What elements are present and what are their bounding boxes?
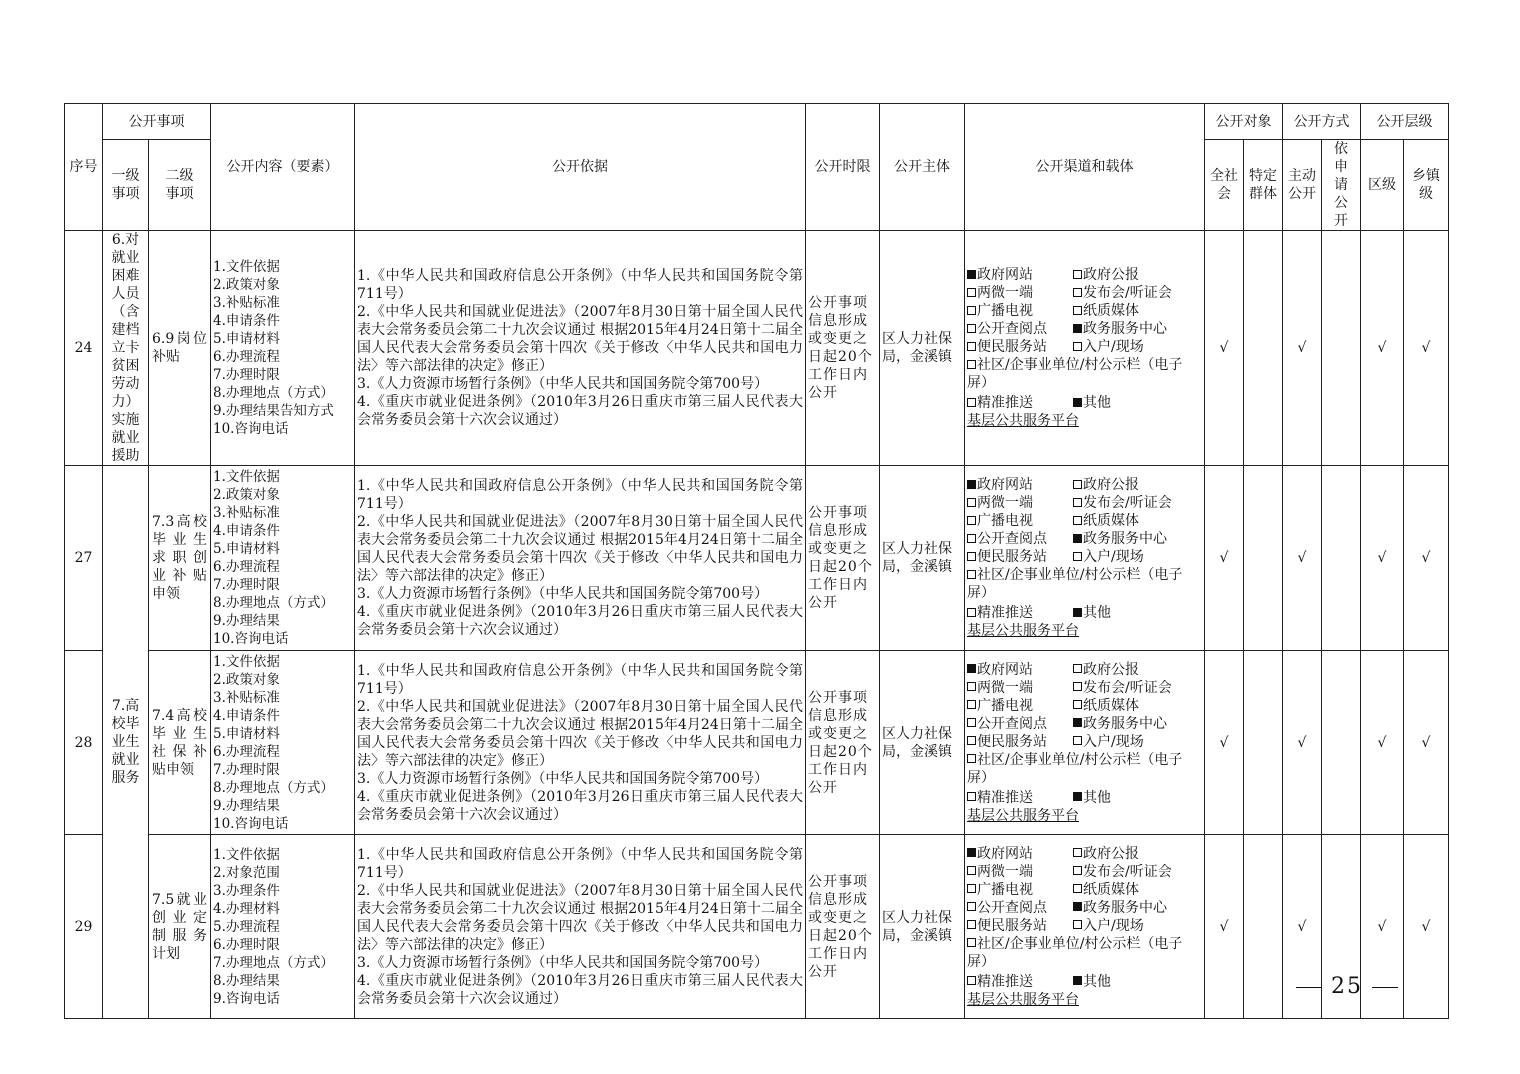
channel-other: 其他: [1073, 604, 1111, 622]
check-target-group: [1244, 835, 1283, 1019]
header-seq: 序号: [65, 104, 103, 231]
checkbox-icon: [967, 398, 976, 407]
checkbox-icon: [1073, 700, 1082, 709]
row-basis: [355, 651, 806, 835]
check-level-district: √: [1361, 651, 1404, 835]
list-item: 9.咨询电话: [213, 990, 280, 1007]
list-item: 7.办理地点（方式）: [213, 954, 334, 971]
channel-gov-site: 政府网站: [967, 661, 1073, 679]
channel-push: 精准推送: [967, 604, 1073, 622]
check-level-town: √: [1404, 466, 1449, 651]
channel-service-station: 便民服务站: [967, 338, 1073, 356]
check-method-apply: [1322, 231, 1361, 466]
channel-other-detail: 基层公共服务平台: [967, 623, 1079, 639]
row-basis: [355, 835, 806, 1019]
channel-gov-gazette: 政府公报: [1073, 845, 1177, 863]
list-item: 6.办理流程: [213, 559, 280, 575]
page-dash-right: [1372, 987, 1398, 988]
list-item: 9.办理结果: [213, 613, 280, 629]
checkbox-icon: [1073, 866, 1082, 875]
row-subject: 区人力社保局，金溪镇: [880, 651, 965, 835]
checkbox-icon: [1073, 288, 1082, 297]
check-level-district: √: [1361, 835, 1404, 1019]
channel-two-wei: 两微一端: [967, 863, 1073, 881]
row-subject: 区人力社保局，金溪镇: [880, 231, 965, 466]
channel-paper: 纸质媒体: [1073, 512, 1177, 530]
channel-query-point: 公开查阅点: [967, 530, 1073, 548]
channel-service-center: 政务服务中心: [1073, 530, 1177, 548]
checkbox-icon: [967, 938, 976, 947]
row-seq: 28: [65, 651, 103, 835]
channel-tv: 广播电视: [967, 512, 1073, 530]
channel-community: 社区/企事业单位/村公示栏（电子屏）: [967, 357, 1183, 391]
row-items: [211, 466, 355, 651]
header-level: 公开层级: [1361, 104, 1449, 140]
basis-item: 4.《重庆市就业促进条例》（2010年3月26日重庆市第三届人民代表大会常务委员会第十六次会议通过）: [357, 604, 803, 638]
channel-door: 入户/现场: [1073, 548, 1177, 566]
checkbox-icon: [967, 902, 976, 911]
checkbox-icon: [967, 534, 976, 543]
header-level1: 一级事项: [103, 140, 149, 231]
checkbox-icon: [1073, 480, 1082, 489]
checkbox-icon: [1073, 736, 1082, 745]
row-channels: [965, 651, 1205, 835]
check-method-active: √: [1283, 231, 1322, 466]
check-target-all: √: [1205, 231, 1244, 466]
header-target-all: 全社会: [1205, 140, 1244, 231]
check-target-all: √: [1205, 835, 1244, 1019]
header-method: 公开方式: [1283, 104, 1361, 140]
header-subject: 公开主体: [880, 104, 965, 231]
header-level2: 二级事项: [149, 140, 211, 231]
header-basis: 公开依据: [355, 104, 806, 231]
checkbox-icon: [967, 736, 976, 745]
checkbox-icon: [1073, 498, 1082, 507]
checkbox-icon: [1073, 718, 1082, 727]
list-item: 10.咨询电话: [213, 631, 289, 647]
row-time-limit: 公开事项信息形成或变更之日起20个工作日内公开: [806, 231, 880, 466]
list-item: 9.办理结果告知方式: [213, 403, 334, 419]
checkbox-icon: [1073, 682, 1082, 691]
checkbox-icon: [1073, 848, 1082, 857]
channel-tv: 广播电视: [967, 302, 1073, 320]
checkbox-icon: [967, 324, 976, 333]
checkbox-icon: [967, 792, 976, 801]
channel-press: 发布会/听证会: [1073, 494, 1177, 512]
checkbox-icon: [967, 884, 976, 893]
checkbox-icon: [1073, 516, 1082, 525]
channel-community: 社区/企事业单位/村公示栏（电子屏）: [967, 935, 1183, 970]
checkbox-icon: [1073, 792, 1082, 801]
channel-tv: 广播电视: [967, 697, 1073, 715]
channel-push: 精准推送: [967, 394, 1073, 412]
checkbox-icon: [967, 288, 976, 297]
check-method-apply: [1322, 651, 1361, 835]
checkbox-icon: [967, 360, 976, 369]
checkbox-icon: [967, 498, 976, 507]
basis-item: 2.《中华人民共和国就业促进法》（2007年8月30日第十届全国人民代表大会常务委员会第二十九次会议通过 根据2015年4月24日第十二届全国人民代表大会常务委员会第十四次《关于修改〈中华人民共和国电力法〉等六部法律的决定》修正）: [357, 882, 803, 953]
row-seq: 27: [65, 466, 103, 651]
check-target-all: √: [1205, 651, 1244, 835]
check-target-group: [1244, 231, 1283, 466]
basis-item: 4.《重庆市就业促进条例》（2010年3月26日重庆市第三届人民代表大会常务委员会第十六次会议通过）: [357, 972, 803, 1007]
checkbox-icon: [1073, 608, 1082, 617]
channel-gov-site: 政府网站: [967, 845, 1073, 863]
check-target-all: √: [1205, 466, 1244, 651]
channel-query-point: 公开查阅点: [967, 320, 1073, 338]
check-method-active: √: [1283, 835, 1322, 1019]
checkbox-icon: [967, 920, 976, 929]
page-number: [1296, 974, 1398, 999]
checkbox-icon: [967, 976, 976, 985]
channel-push: 精准推送: [967, 789, 1073, 807]
list-item: 6.办理流程: [213, 349, 280, 365]
channel-two-wei: 两微一端: [967, 679, 1073, 697]
header-target-group: 特定群体: [1244, 140, 1283, 231]
channel-community: 社区/企事业单位/村公示栏（电子屏）: [967, 751, 1183, 786]
list-item: 2.政策对象: [213, 671, 280, 688]
header-method-active: 主动公开: [1283, 140, 1322, 231]
channel-query-point: 公开查阅点: [967, 899, 1073, 917]
header-level-district: 区级: [1361, 140, 1404, 231]
basis-item: 4.《重庆市就业促进条例》（2010年3月26日重庆市第三届人民代表大会常务委员会第十六次会议通过）: [357, 788, 803, 823]
channel-tv: 广播电视: [967, 881, 1073, 899]
basis-item: 2.《中华人民共和国就业促进法》（2007年8月30日第十届全国人民代表大会常务委员会第二十九次会议通过 根据2015年4月24日第十二届全国人民代表大会常务委员会第十四次《关于修改〈中华人民共和国电力法〉等六部法律的决定》修正）: [357, 698, 803, 769]
row-subject: 区人力社保局，金溪镇: [880, 835, 965, 1019]
row-channels: [965, 466, 1205, 651]
checkbox-icon: [1073, 664, 1082, 673]
checkbox-icon: [1073, 270, 1082, 279]
list-item: 10.咨询电话: [213, 421, 289, 437]
list-item: 2.政策对象: [213, 487, 280, 503]
basis-item: 3.《人力资源市场暂行条例》（中华人民共和国国务院令第700号）: [357, 770, 769, 787]
checkbox-icon: [1073, 902, 1082, 911]
list-item: 6.办理时限: [213, 936, 280, 953]
checkbox-icon: [967, 664, 976, 673]
checkbox-icon: [1073, 306, 1082, 315]
channel-press: 发布会/听证会: [1073, 284, 1177, 302]
row-seq: 29: [65, 835, 103, 1019]
list-item: 10.咨询电话: [213, 815, 289, 832]
row-level2: 6.9岗位补贴: [149, 231, 211, 466]
row-level2: 7.3高校毕业生求职创业补贴申领: [149, 466, 211, 651]
row-channels: [965, 231, 1205, 466]
channel-other-detail: 基层公共服务平台: [967, 413, 1079, 429]
row-basis: [355, 231, 806, 466]
check-level-town: √: [1404, 651, 1449, 835]
checkbox-icon: [967, 754, 976, 763]
channel-other-detail: 基层公共服务平台: [967, 807, 1079, 824]
checkbox-icon: [1073, 884, 1082, 893]
channel-service-station: 便民服务站: [967, 733, 1073, 751]
list-item: 8.办理结果: [213, 972, 280, 989]
list-item: 4.申请条件: [213, 523, 280, 539]
header-time-limit: 公开时限: [806, 104, 880, 231]
basis-item: 3.《人力资源市场暂行条例》（中华人民共和国国务院令第700号）: [357, 376, 769, 392]
checkbox-icon: [1073, 342, 1082, 351]
channel-door: 入户/现场: [1073, 338, 1177, 356]
checkbox-icon: [1073, 398, 1082, 407]
channel-two-wei: 两微一端: [967, 284, 1073, 302]
channel-push: 精准推送: [967, 973, 1073, 991]
row-seq: 24: [65, 231, 103, 466]
header-channel: 公开渠道和载体: [965, 104, 1205, 231]
row-level1: 6.对就业困难人员（含建档立卡贫困劳动力）实施就业援助: [103, 231, 149, 466]
list-item: 7.办理时限: [213, 367, 280, 383]
checkbox-icon: [967, 608, 976, 617]
channel-door: 入户/现场: [1073, 917, 1177, 935]
table-row: [65, 835, 1449, 1019]
channel-paper: 纸质媒体: [1073, 881, 1177, 899]
list-item: 8.办理地点（方式）: [213, 595, 334, 611]
table-row: [65, 231, 1449, 466]
checkbox-icon: [1073, 976, 1082, 985]
disclosure-table: [64, 103, 1449, 1019]
checkbox-icon: [967, 342, 976, 351]
list-item: 5.申请材料: [213, 331, 280, 347]
basis-item: 2.《中华人民共和国就业促进法》（2007年8月30日第十届全国人民代表大会常务委员会第二十九次会议通过 根据2015年4月24日第十二届全国人民代表大会常务委员会第十四次《关于修改〈中华人民共和国电力法〉等六部法律的决定》修正）: [357, 514, 803, 584]
row-items: [211, 835, 355, 1019]
check-level-town: √: [1404, 231, 1449, 466]
basis-item: 1.《中华人民共和国政府信息公开条例》（中华人民共和国国务院令第711号）: [357, 662, 803, 697]
checkbox-icon: [967, 570, 976, 579]
list-item: 1.文件依据: [213, 846, 280, 863]
row-level2: 7.5就业创业定制服务计划: [149, 835, 211, 1019]
row-basis: [355, 466, 806, 651]
list-item: 2.对象范围: [213, 864, 280, 881]
header-target: 公开对象: [1205, 104, 1283, 140]
table-row: [65, 466, 1449, 651]
checkbox-icon: [967, 866, 976, 875]
list-item: 1.文件依据: [213, 653, 280, 670]
list-item: 3.补贴标准: [213, 295, 280, 311]
list-item: 8.办理地点（方式）: [213, 779, 334, 796]
channel-service-station: 便民服务站: [967, 548, 1073, 566]
list-item: 2.政策对象: [213, 277, 280, 293]
channel-press: 发布会/听证会: [1073, 863, 1177, 881]
list-item: 3.补贴标准: [213, 689, 280, 706]
channel-service-center: 政务服务中心: [1073, 320, 1177, 338]
channel-press: 发布会/听证会: [1073, 679, 1177, 697]
checkbox-icon: [967, 480, 976, 489]
channel-door: 入户/现场: [1073, 733, 1177, 751]
row-level1: 7.高校毕业生就业服务: [103, 466, 149, 1019]
channel-other: 其他: [1073, 789, 1111, 807]
row-level2: 7.4高校毕业生社保补贴申领: [149, 651, 211, 835]
basis-item: 4.《重庆市就业促进条例》（2010年3月26日重庆市第三届人民代表大会常务委员会第十六次会议通过）: [357, 394, 803, 428]
basis-item: 1.《中华人民共和国政府信息公开条例》（中华人民共和国国务院令第711号）: [357, 268, 803, 302]
checkbox-icon: [967, 516, 976, 525]
list-item: 7.办理时限: [213, 577, 280, 593]
header-matter: 公开事项: [103, 104, 211, 140]
check-target-group: [1244, 651, 1283, 835]
list-item: 9.办理结果: [213, 797, 280, 814]
list-item: 3.办理条件: [213, 882, 280, 899]
row-items: [211, 651, 355, 835]
checkbox-icon: [967, 700, 976, 709]
page-dash-left: [1296, 987, 1322, 988]
header-level-town: 乡镇级: [1404, 140, 1449, 231]
channel-gov-gazette: 政府公报: [1073, 661, 1177, 679]
list-item: 4.办理材料: [213, 900, 280, 917]
list-item: 6.办理流程: [213, 743, 280, 760]
checkbox-icon: [967, 552, 976, 561]
check-level-district: √: [1361, 466, 1404, 651]
channel-service-center: 政务服务中心: [1073, 715, 1177, 733]
checkbox-icon: [967, 270, 976, 279]
checkbox-icon: [1073, 534, 1082, 543]
check-method-apply: [1322, 466, 1361, 651]
channel-gov-gazette: 政府公报: [1073, 266, 1177, 284]
checkbox-icon: [1073, 920, 1082, 929]
check-level-town: √: [1404, 835, 1449, 1019]
row-time-limit: 公开事项信息形成或变更之日起20个工作日内公开: [806, 651, 880, 835]
list-item: 5.办理流程: [213, 918, 280, 935]
channel-other: 其他: [1073, 394, 1111, 412]
row-items: [211, 231, 355, 466]
checkbox-icon: [1073, 324, 1082, 333]
channel-paper: 纸质媒体: [1073, 302, 1177, 320]
channel-community: 社区/企事业单位/村公示栏（电子屏）: [967, 567, 1183, 601]
check-method-active: √: [1283, 466, 1322, 651]
checkbox-icon: [967, 306, 976, 315]
checkbox-icon: [967, 682, 976, 691]
basis-item: 1.《中华人民共和国政府信息公开条例》（中华人民共和国国务院令第711号）: [357, 846, 803, 881]
basis-item: 2.《中华人民共和国就业促进法》（2007年8月30日第十届全国人民代表大会常务委员会第二十九次会议通过 根据2015年4月24日第十二届全国人民代表大会常务委员会第十四次《关于修改〈中华人民共和国电力法〉等六部法律的决定》修正）: [357, 304, 803, 374]
checkbox-icon: [1073, 552, 1082, 561]
header-method-apply: 依申请公开: [1322, 140, 1361, 231]
channel-gov-site: 政府网站: [967, 266, 1073, 284]
check-target-group: [1244, 466, 1283, 651]
list-item: 1.文件依据: [213, 469, 280, 485]
list-item: 3.补贴标准: [213, 505, 280, 521]
basis-item: 3.《人力资源市场暂行条例》（中华人民共和国国务院令第700号）: [357, 586, 769, 602]
list-item: 7.办理时限: [213, 761, 280, 778]
channel-paper: 纸质媒体: [1073, 697, 1177, 715]
row-subject: 区人力社保局，金溪镇: [880, 466, 965, 651]
row-time-limit: 公开事项信息形成或变更之日起20个工作日内公开: [806, 835, 880, 1019]
row-time-limit: 公开事项信息形成或变更之日起20个工作日内公开: [806, 466, 880, 651]
channel-gov-gazette: 政府公报: [1073, 476, 1177, 494]
checkbox-icon: [967, 718, 976, 727]
channel-gov-site: 政府网站: [967, 476, 1073, 494]
list-item: 4.申请条件: [213, 707, 280, 724]
list-item: 5.申请材料: [213, 725, 280, 742]
channel-other-detail: 基层公共服务平台: [967, 991, 1079, 1008]
channel-other: 其他: [1073, 973, 1111, 991]
list-item: 8.办理地点（方式）: [213, 385, 334, 401]
check-level-district: √: [1361, 231, 1404, 466]
list-item: 1.文件依据: [213, 259, 280, 275]
list-item: 5.申请材料: [213, 541, 280, 557]
basis-item: 3.《人力资源市场暂行条例》（中华人民共和国国务院令第700号）: [357, 954, 769, 971]
channel-two-wei: 两微一端: [967, 494, 1073, 512]
channel-service-center: 政务服务中心: [1073, 899, 1177, 917]
page-number-text: 25: [1331, 974, 1363, 999]
check-method-active: √: [1283, 651, 1322, 835]
row-channels: [965, 835, 1205, 1019]
channel-service-station: 便民服务站: [967, 917, 1073, 935]
list-item: 4.申请条件: [213, 313, 280, 329]
table-row: [65, 651, 1449, 835]
checkbox-icon: [967, 848, 976, 857]
basis-item: 1.《中华人民共和国政府信息公开条例》（中华人民共和国国务院令第711号）: [357, 478, 803, 512]
header-content: 公开内容（要素）: [211, 104, 355, 231]
channel-query-point: 公开查阅点: [967, 715, 1073, 733]
